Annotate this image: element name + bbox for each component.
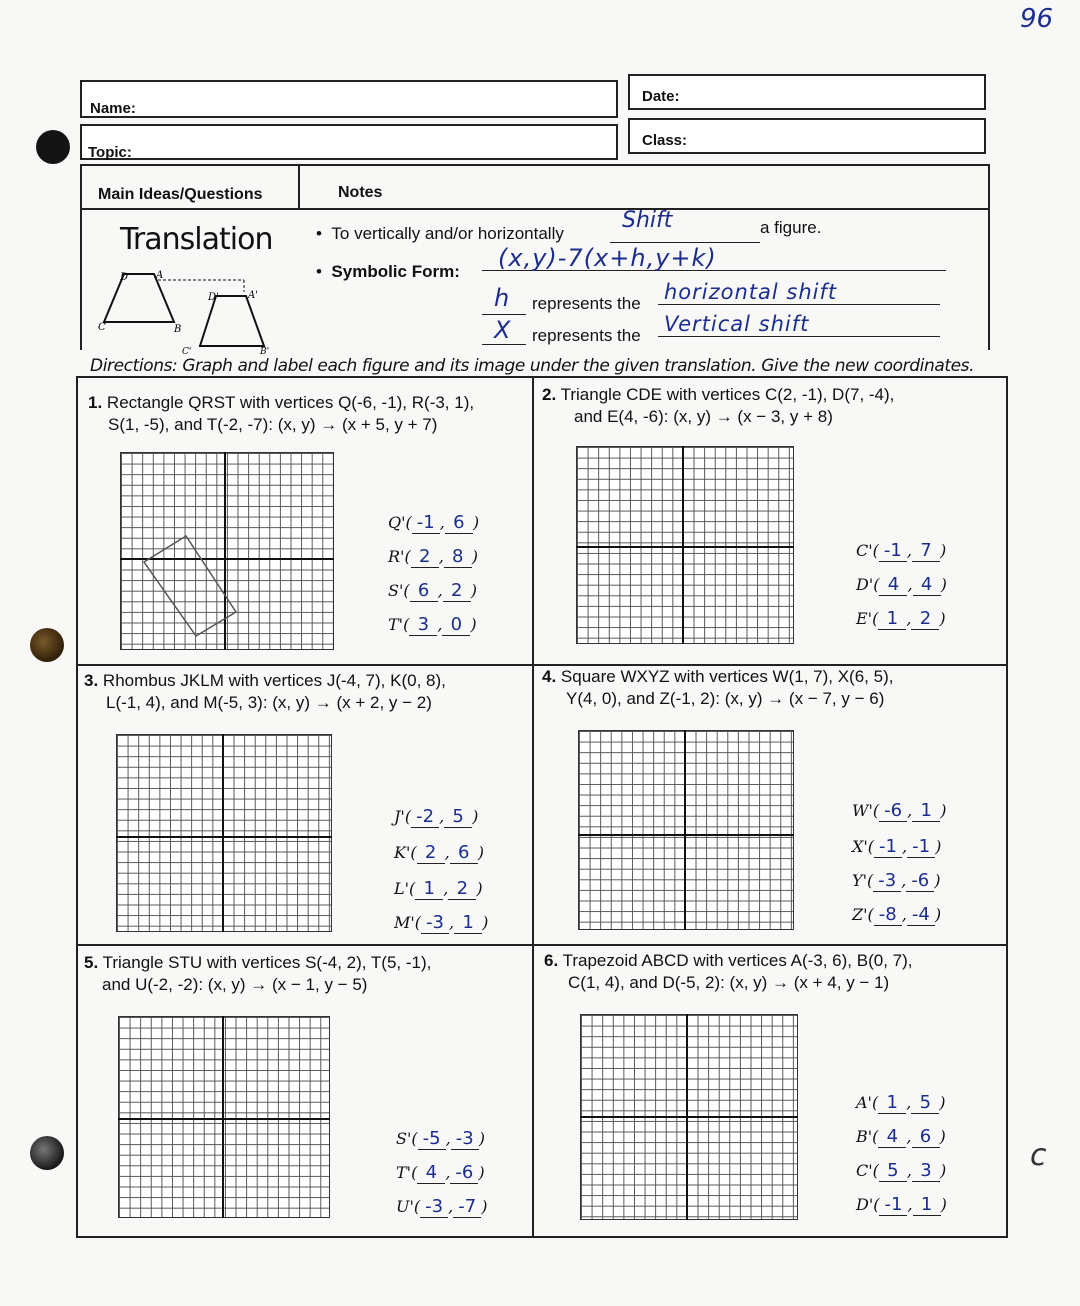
answer-y: Y'( -3 , -6 ) — [852, 870, 941, 891]
bullet1-answer: Shift — [622, 208, 673, 233]
x-axis — [118, 1118, 330, 1120]
answer-m: M'( -3 , 1 ) — [394, 912, 489, 933]
answer-a: A'( 1 , 5 ) — [856, 1092, 946, 1113]
binder-hole-icon — [36, 130, 70, 164]
vertex-label: C' — [182, 347, 192, 356]
h-text: represents the — [532, 294, 641, 313]
topic-title: Translation — [120, 222, 273, 257]
answer-u-prime: U'( -3 , -7 ) — [396, 1196, 488, 1217]
k-meaning: Vertical shift — [664, 312, 810, 336]
student-sketch — [120, 452, 334, 650]
answer-t-prime: T'( 4 , -6 ) — [396, 1162, 485, 1183]
notes-header: Notes — [338, 184, 383, 201]
date-field[interactable] — [628, 74, 986, 110]
answer-blank — [482, 344, 526, 345]
vertex-label: A' — [248, 290, 258, 301]
answer-blank — [482, 314, 526, 315]
vertex-label: C — [98, 322, 106, 333]
answer-x: X'( -1 , -1 ) — [852, 836, 942, 857]
coordinate-grid[interactable] — [116, 734, 332, 932]
answer-r: R'( 2 , 8 ) — [388, 546, 479, 567]
rectangle-qrst — [144, 536, 236, 636]
h-answer: h — [494, 284, 510, 312]
x-axis — [576, 546, 794, 548]
answer-c: C'( -1 , 7 ) — [856, 540, 947, 561]
answer-l: L'( 1 , 2 ) — [394, 878, 483, 899]
bullet1-post: a figure. — [760, 218, 822, 237]
x-axis — [580, 1116, 798, 1118]
answer-s: S'( 6 , 2 ) — [388, 580, 477, 601]
topic-field[interactable] — [80, 124, 618, 160]
symbolic-form-label: Symbolic Form: — [331, 262, 460, 281]
vertex-label: A — [156, 270, 164, 281]
divider — [80, 208, 988, 210]
page-number: 96 — [1020, 4, 1054, 34]
topic-label: Topic: — [88, 144, 132, 161]
vertex-label: B — [174, 324, 182, 335]
date-label: Date: — [642, 88, 680, 105]
answer-d: D'( 4 , 4 ) — [856, 574, 947, 595]
vertex-label: D — [120, 272, 129, 283]
answer-j: J'( -2 , 5 ) — [394, 806, 479, 827]
class-label: Class: — [642, 132, 688, 149]
answer-q: Q'( -1 , 6 ) — [388, 512, 480, 533]
answer-s-prime: S'( -5 , -3 ) — [396, 1128, 485, 1149]
coordinate-grid[interactable] — [576, 446, 794, 644]
answer-blank — [658, 304, 940, 305]
answer-w: W'( -6 , 1 ) — [852, 800, 947, 821]
answer-k: K'( 2 , 6 ) — [394, 842, 484, 863]
note-bullet-2: • Symbolic Form: — [316, 262, 460, 281]
problem-3: 3. Rhombus JKLM with vertices J(-4, 7), K(0, 8), L(-1, 4), and M(-5, 3): (x, y) → (x + 2, y − 2) — [84, 671, 446, 712]
x-axis — [578, 834, 794, 836]
binder-hole-icon — [30, 1136, 64, 1170]
answer-b: B'( 4 , 6 ) — [856, 1126, 946, 1147]
vertex-label: B' — [260, 347, 270, 356]
problem-2: 2. Triangle CDE with vertices C(2, -1), D(7, -4), and E(4, -6): (x, y) → (x − 3, y + 8) — [542, 385, 895, 426]
main-ideas-header: Main Ideas/Questions — [98, 186, 263, 203]
answer-blank — [658, 336, 940, 337]
coordinate-grid[interactable] — [578, 730, 794, 930]
symbolic-form-answer: (x,y)-7(x+h,y+k) — [498, 244, 717, 272]
answer-c-prime: C'( 5 , 3 ) — [856, 1160, 947, 1181]
bullet1-text: To vertically and/or horizontally — [331, 224, 564, 243]
problem-4: 4. Square WXYZ with vertices W(1, 7), X(6, 5), Y(4, 0), and Z(-1, 2): (x, y) → (x − 7, y − 6) — [542, 667, 894, 708]
y-axis — [222, 734, 224, 932]
h-meaning: horizontal shift — [664, 280, 838, 304]
answer-t: T'( 3 , 0 ) — [388, 614, 477, 635]
problem-6: 6. Trapezoid ABCD with vertices A(-3, 6), B(0, 7), C(1, 4), and D(-5, 2): (x, y) → (x + 4, y − 1) — [544, 951, 913, 992]
note-bullet-1: • To vertically and/or horizontally — [316, 224, 564, 243]
binder-hole-icon — [30, 628, 64, 662]
name-label: Name: — [90, 100, 136, 117]
divider — [298, 164, 300, 210]
k-text: represents the — [532, 326, 641, 345]
answer-e: E'( 1 , 2 ) — [856, 608, 946, 629]
vertex-label: D' — [208, 292, 219, 303]
coordinate-grid[interactable] — [118, 1016, 330, 1218]
y-axis — [682, 446, 684, 644]
trapezoid-image — [200, 296, 264, 346]
directions: Directions: Graph and label each figure and its image under the given translation. Give the new coordinates. — [90, 356, 975, 376]
problem-5: 5. Triangle STU with vertices S(-4, 2), T(5, -1), and U(-2, -2): (x, y) → (x − 1, y − 5) — [84, 953, 432, 994]
name-field[interactable] — [80, 80, 618, 118]
class-field[interactable] — [628, 118, 986, 154]
answer-z: Z'( -8 , -4 ) — [852, 904, 942, 925]
y-axis — [684, 730, 686, 930]
divider — [532, 376, 534, 1236]
k-answer: X — [494, 316, 511, 344]
divider — [76, 944, 1008, 946]
trapezoid-diagram — [96, 266, 296, 356]
problem-1: 1. Rectangle QRST with vertices Q(-6, -1), R(-3, 1), S(1, -5), and T(-2, -7): (x, y) → (x + 5, y + 7) — [88, 393, 475, 434]
answer-d-prime: D'( -1 , 1 ) — [856, 1194, 947, 1215]
y-axis — [222, 1016, 224, 1218]
margin-mark: c — [1030, 1138, 1047, 1173]
trapezoid-original — [104, 274, 174, 322]
x-axis — [116, 836, 332, 838]
